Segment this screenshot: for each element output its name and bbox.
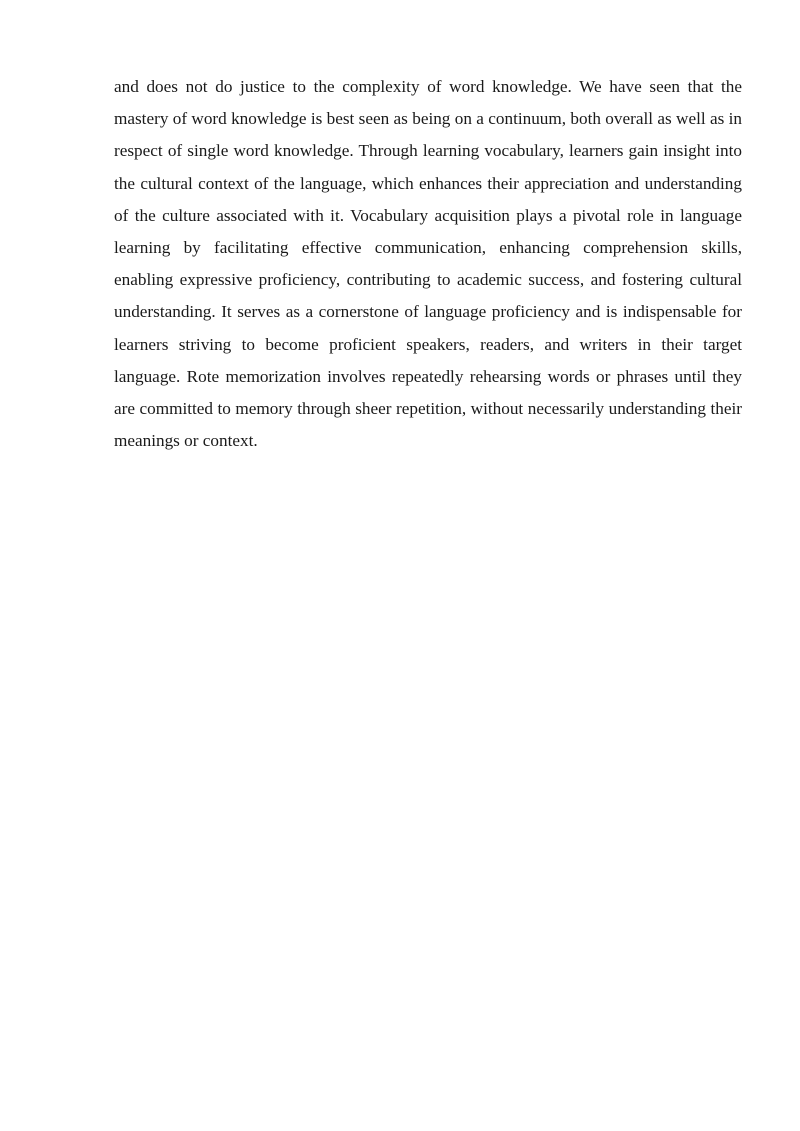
- body-paragraph: and does not do justice to the complexity of word knowledge. We have seen that the mastery of word knowledge is best seen as being on a continuum, both overall as well as in respect of single word knowledge. Through learning vocabulary, learners gain insight into the cultural context of the language, which enhances their appreciation and understanding of the culture associated with it. Vocabulary acquisition plays a pivotal role in language learning by facilitating effective communication, enhancing comprehension skills, enabling expressive proficiency, contributing to academic success, and fostering cultural understanding. It serves as a cornerstone of language proficiency and is indispensable for learners striving to become proficient speakers, readers, and writers in their target language. Rote memorization involves repeatedly rehearsing words or phrases until they are committed to memory through sheer repetition, without necessarily understanding their meanings or context.: [114, 77, 742, 451]
